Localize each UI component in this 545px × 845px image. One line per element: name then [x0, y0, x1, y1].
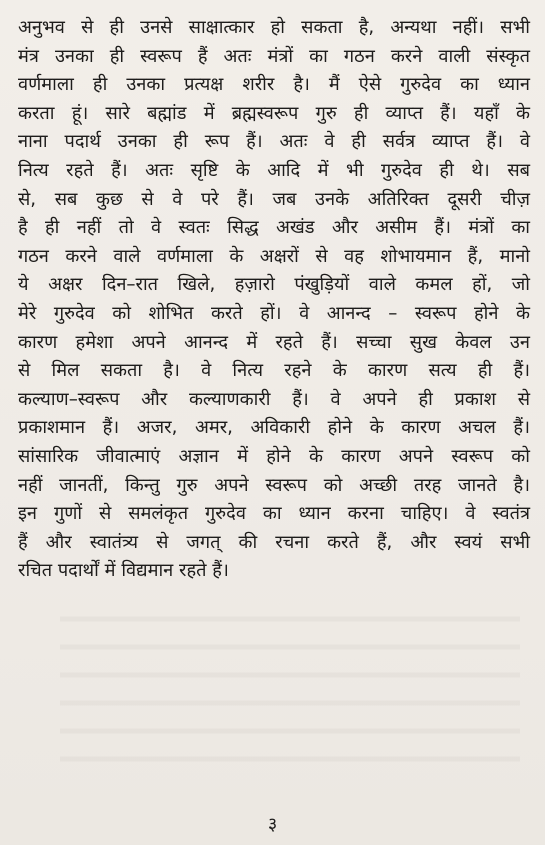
text-line-20: रचित पदार्थों में विद्यमान रहते हैं।	[18, 560, 229, 582]
text-line-19: हैं और स्वातंत्र्य से जगत् की रचना करते हैं, और स्वयं सभी	[18, 531, 530, 553]
text-line-3: वर्णमाला ही उनका प्रत्यक्ष शरीर है। मैं ऐसे गुरुदेव का ध्यान	[18, 74, 530, 96]
text-line-11: मेरे गुरुदेव को शोभित करते हों। वे आनन्द – स्वरूप होने के	[18, 302, 530, 324]
text-line-16: सांसारिक जीवात्माएं अज्ञान में होने के कारण अपने स्वरूप को	[18, 445, 530, 467]
text-line-14: कल्याण–स्वरूप और कल्याणकारी हैं। वे अपने ही प्रकाश से	[18, 388, 530, 410]
text-line-12: कारण हमेशा अपने आनन्द में रहते हैं। सच्चा सुख केवल उन	[18, 331, 530, 353]
text-line-13: से मिल सकता है। वे नित्य रहने के कारण सत्य ही हैं।	[18, 360, 530, 382]
text-line-10: ये अक्षर दिन–रात खिले, हज़ारो पंखुड़ियों वाले कमल हों, जो	[18, 274, 530, 296]
show-through-texture	[60, 600, 520, 770]
text-line-17: नहीं जानतीं, किन्तु गुरु अपने स्वरूप को अच्छी तरह जानते है।	[18, 474, 530, 496]
text-line-5: नाना पदार्थ उनका ही रूप हैं। अतः वे ही सर्वत्र व्याप्त हैं। वे	[18, 131, 530, 153]
text-line-15: प्रकाशमान हैं। अजर, अमर, अविकारी होने के कारण अचल हैं।	[18, 417, 530, 439]
page-number: ३	[267, 814, 278, 835]
text-line-7: से, सब कुछ से वे परे हैं। जब उनके अतिरिक्त दूसरी चीज़	[18, 188, 530, 210]
text-line-6: नित्य रहते हैं। अतः सृष्टि के आदि में भी गुरुदेव ही थे। सब	[18, 159, 530, 181]
body-text	[18, 14, 530, 586]
text-line-2: मंत्र उनका ही स्वरूप हैं अतः मंत्रों का गठन करने वाली संस्कृत	[18, 45, 530, 67]
text-line-9: गठन करने वाले वर्णमाला के अक्षरों से वह शोभायमान हैं, मानो	[18, 245, 530, 267]
text-line-4: करता हूं। सारे बह्मांड में ब्रह्मस्वरूप गुरु ही व्याप्त हैं। यहाँ के	[18, 102, 530, 124]
text-line-8: है ही नहीं तो वे स्वतः सिद्ध अखंड और असीम हैं। मंत्रों का	[18, 217, 530, 239]
text-line-18: इन गुणों से समलंकृत गुरुदेव का ध्यान करना चाहिए। वे स्वतंत्र	[18, 503, 530, 525]
text-line-1: अनुभव से ही उनसे साक्षात्कार हो सकता है, अन्यथा नहीं। सभी	[18, 17, 530, 38]
